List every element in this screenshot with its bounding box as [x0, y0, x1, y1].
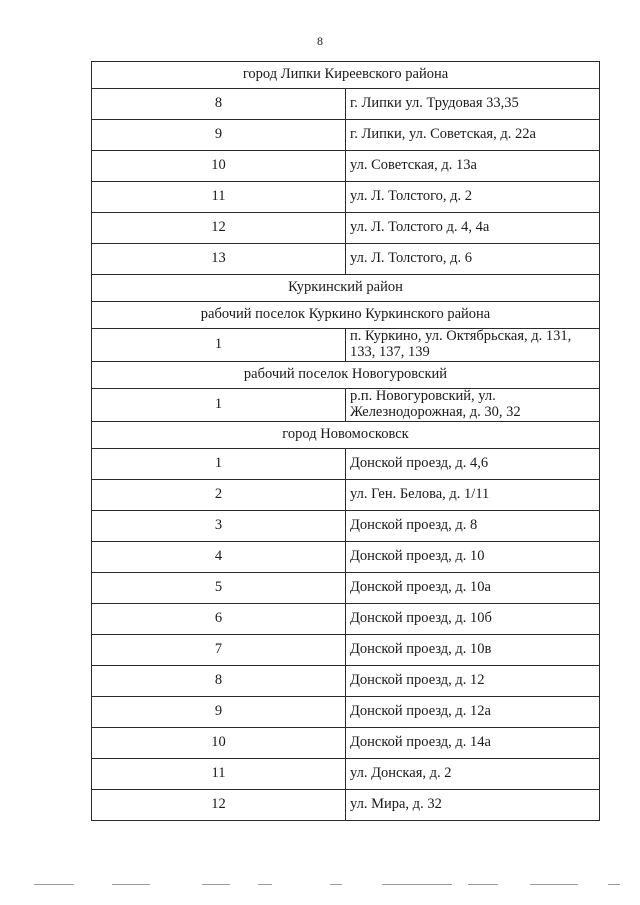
row-number: 12	[92, 213, 346, 244]
row-number: 3	[92, 510, 346, 541]
row-number: 8	[92, 89, 346, 120]
section-title: Куркинский район	[92, 275, 600, 302]
table-row	[92, 388, 600, 421]
row-address: ул. Донская, д. 2	[346, 758, 600, 789]
row-number: 2	[92, 479, 346, 510]
row-address: Донской проезд, д. 10а	[346, 572, 600, 603]
section-title: город Новомосковск	[92, 421, 600, 448]
table-row	[92, 541, 600, 572]
row-address: Донской проезд, д. 8	[346, 510, 600, 541]
row-number: 12	[92, 789, 346, 820]
row-number: 1	[92, 329, 346, 362]
table-row	[92, 244, 600, 275]
row-number: 10	[92, 151, 346, 182]
table-row	[92, 182, 600, 213]
section-header-row	[92, 275, 600, 302]
table-row	[92, 758, 600, 789]
row-address: ул. Советская, д. 13а	[346, 151, 600, 182]
row-address: р.п. Новогуровский, ул. Железнодорожная, д. 30, 32	[346, 388, 600, 421]
table-row	[92, 329, 600, 362]
table-row	[92, 213, 600, 244]
section-title: город Липки Киреевского района	[92, 62, 600, 89]
table-row	[92, 151, 600, 182]
row-address: Донской проезд, д. 10б	[346, 603, 600, 634]
address-table	[91, 61, 600, 821]
table-row	[92, 696, 600, 727]
row-number: 11	[92, 182, 346, 213]
table-row	[92, 510, 600, 541]
row-address: Донской проезд, д. 4,6	[346, 448, 600, 479]
row-address: Донской проезд, д. 12а	[346, 696, 600, 727]
table-row	[92, 479, 600, 510]
section-header-row	[92, 302, 600, 329]
row-number: 7	[92, 634, 346, 665]
table-row	[92, 448, 600, 479]
section-title: рабочий поселок Новогуровский	[92, 361, 600, 388]
row-address: Донской проезд, д. 12	[346, 665, 600, 696]
row-address: Донской проезд, д. 10в	[346, 634, 600, 665]
row-address: г. Липки ул. Трудовая 33,35	[346, 89, 600, 120]
row-number: 10	[92, 727, 346, 758]
table-row	[92, 89, 600, 120]
row-address: ул. Л. Толстого д. 4, 4а	[346, 213, 600, 244]
row-number: 4	[92, 541, 346, 572]
row-address: Донской проезд, д. 10	[346, 541, 600, 572]
row-number: 6	[92, 603, 346, 634]
row-address: Донской проезд, д. 14а	[346, 727, 600, 758]
address-table-body	[92, 62, 600, 821]
row-address: ул. Ген. Белова, д. 1/11	[346, 479, 600, 510]
section-header-row	[92, 62, 600, 89]
table-row	[92, 727, 600, 758]
row-number: 11	[92, 758, 346, 789]
row-address: ул. Л. Толстого, д. 6	[346, 244, 600, 275]
row-number: 8	[92, 665, 346, 696]
section-header-row	[92, 361, 600, 388]
row-number: 1	[92, 388, 346, 421]
table-row	[92, 603, 600, 634]
row-number: 13	[92, 244, 346, 275]
row-number: 9	[92, 696, 346, 727]
section-title: рабочий поселок Куркино Куркинского района	[92, 302, 600, 329]
row-number: 5	[92, 572, 346, 603]
row-address: ул. Мира, д. 32	[346, 789, 600, 820]
row-number: 1	[92, 448, 346, 479]
scan-artifacts	[30, 882, 620, 888]
row-number: 9	[92, 120, 346, 151]
page-number: 8	[317, 34, 323, 48]
row-address: г. Липки, ул. Советская, д. 22а	[346, 120, 600, 151]
table-row	[92, 634, 600, 665]
table-row	[92, 120, 600, 151]
section-header-row	[92, 421, 600, 448]
table-row	[92, 789, 600, 820]
table-row	[92, 572, 600, 603]
row-address: п. Куркино, ул. Октябрьская, д. 131, 133, 137, 139	[346, 329, 600, 362]
table-row	[92, 665, 600, 696]
row-address: ул. Л. Толстого, д. 2	[346, 182, 600, 213]
